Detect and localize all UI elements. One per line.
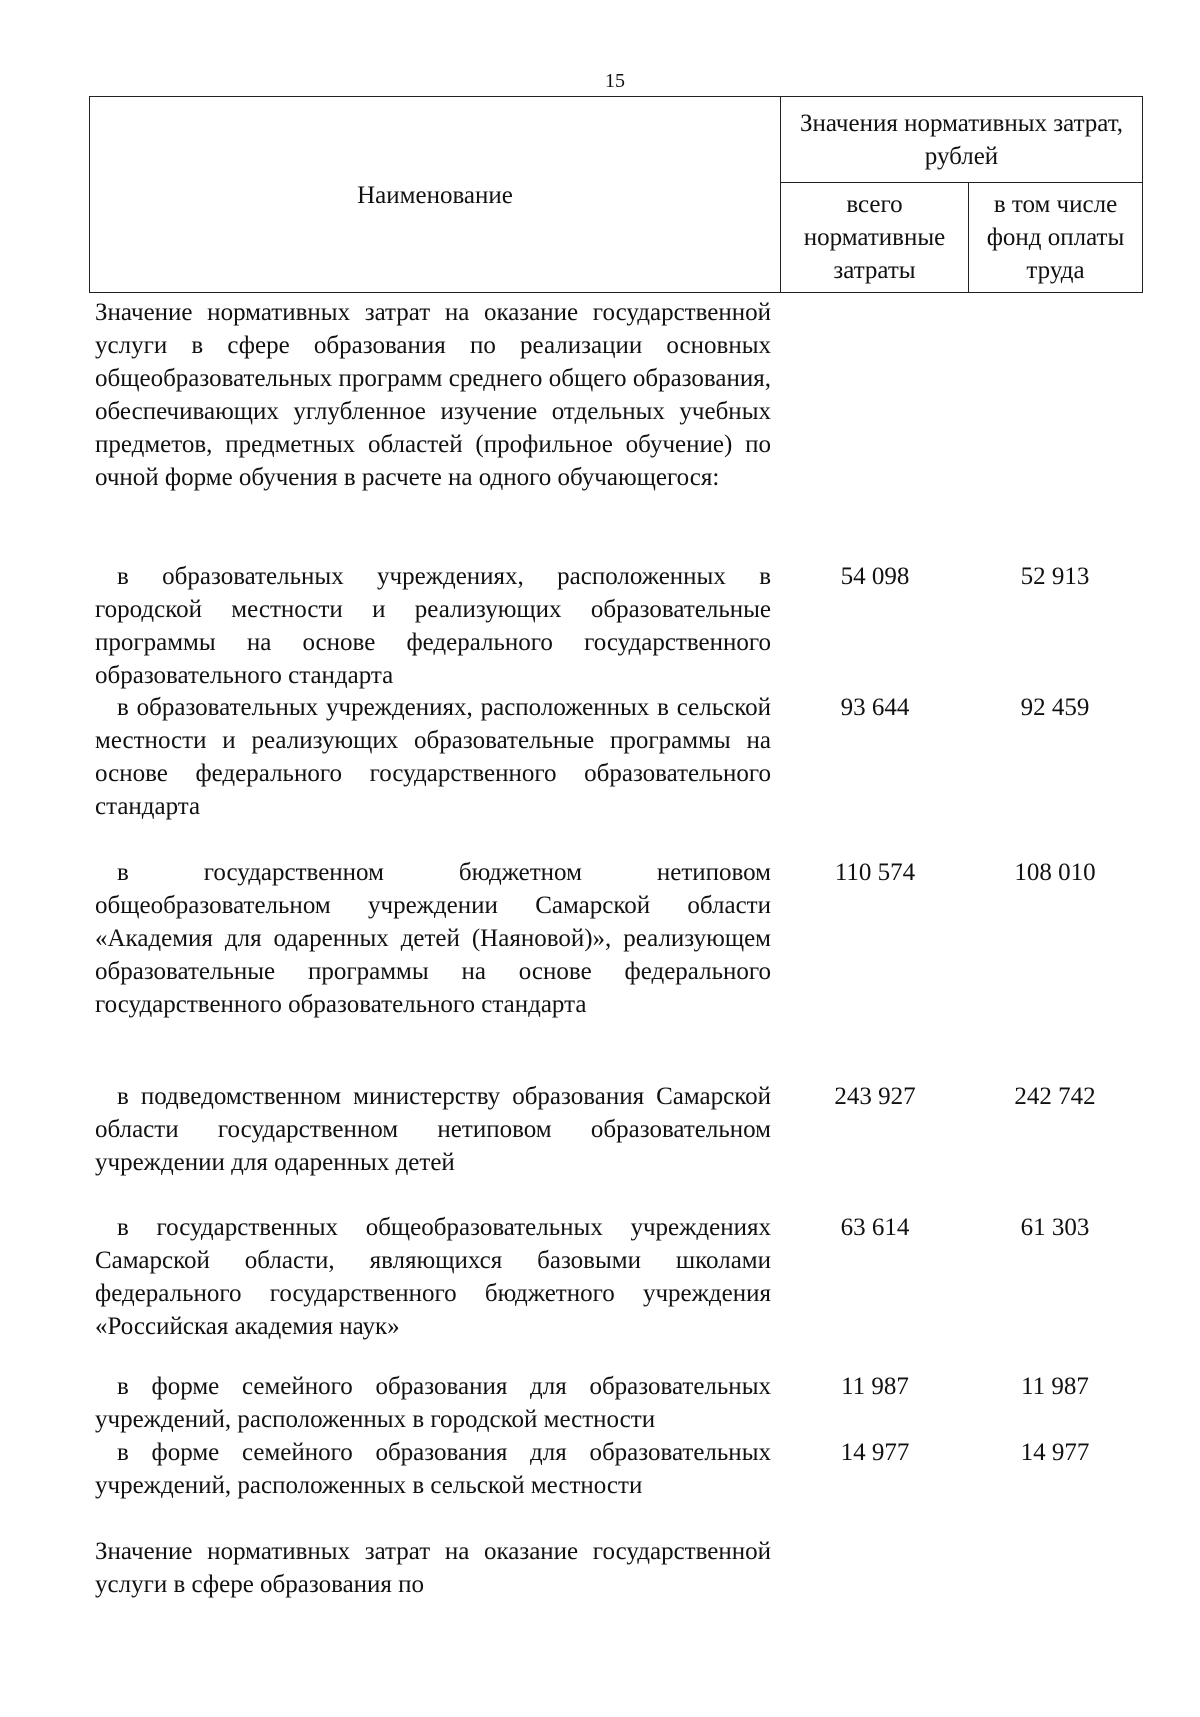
row-label-3: в государственном бюджетном нетиповом общеобразовательном учреждении Самарской области «Академия для одаренных детей (Наяновой)», реализующем образовательные программы на основе федерального государственного образовательного стандарта bbox=[95, 859, 771, 1018]
row-total-7: 14 977 bbox=[840, 1439, 910, 1466]
row-payroll-4: 242 742 bbox=[1014, 1083, 1096, 1110]
row-payroll-7: 14 977 bbox=[1020, 1439, 1090, 1466]
row-payroll-5: 61 303 bbox=[1020, 1214, 1090, 1241]
row-total-6: 11 987 bbox=[841, 1373, 909, 1400]
row-payroll-1: 52 913 bbox=[1020, 563, 1090, 590]
row-label-7: в форме семейного образования для образовательных учреждений, расположенных в сельской местности bbox=[95, 1439, 771, 1499]
row-payroll-3: 108 010 bbox=[1014, 859, 1096, 886]
row-payroll-2: 92 459 bbox=[1020, 694, 1090, 721]
table-header bbox=[89, 96, 1143, 293]
row-total-4: 243 927 bbox=[834, 1083, 916, 1110]
row-label-4: в подведомственном министерству образования Самарской области государственном нетиповом образовательном учреждении для одаренных детей bbox=[95, 1083, 771, 1176]
total-column-header: всего нормативные затраты bbox=[781, 183, 969, 293]
row-label-2: в образовательных учреждениях, расположенных в сельской местности и реализующих образовательные программы на основе федерального государственного образовательного стандарта bbox=[95, 694, 771, 820]
row-label-1: в образовательных учреждениях, расположенных в городской местности и реализующих образовательные программы на основе федерального государственного образовательного стандарта bbox=[95, 563, 771, 689]
row-label-6: в форме семейного образования для образовательных учреждений, расположенных в городской местности bbox=[95, 1373, 771, 1433]
row-total-2: 93 644 bbox=[840, 694, 910, 721]
page-number: 15 bbox=[605, 70, 625, 92]
row-label-5: в государственных общеобразовательных учреждениях Самарской области, являющихся базовыми школами федерального государственного бюджетного учреждения «Российская академия наук» bbox=[95, 1214, 771, 1340]
row-total-5: 63 614 bbox=[840, 1214, 910, 1241]
payroll-column-header: в том числе фонд оплаты труда bbox=[969, 183, 1143, 293]
row-total-3: 110 574 bbox=[834, 859, 916, 886]
values-group-header: Значения нормативных затрат, рублей bbox=[781, 97, 1143, 183]
outro-paragraph: Значение нормативных затрат на оказание государственной услуги в сфере образования по bbox=[95, 1538, 771, 1598]
name-column-header: Наименование bbox=[90, 97, 781, 293]
intro-paragraph: Значение нормативных затрат на оказание государственной услуги в сфере образования по реализации основных общеобразовательных программ среднего общего образования, обеспечивающих углубленное изучение отдельных учебных предметов, предметных областей (профильное обучение) по очной форме обучения в расчете на одного обучающегося: bbox=[95, 299, 771, 491]
row-total-1: 54 098 bbox=[840, 563, 910, 590]
row-payroll-6: 11 987 bbox=[1021, 1373, 1089, 1400]
